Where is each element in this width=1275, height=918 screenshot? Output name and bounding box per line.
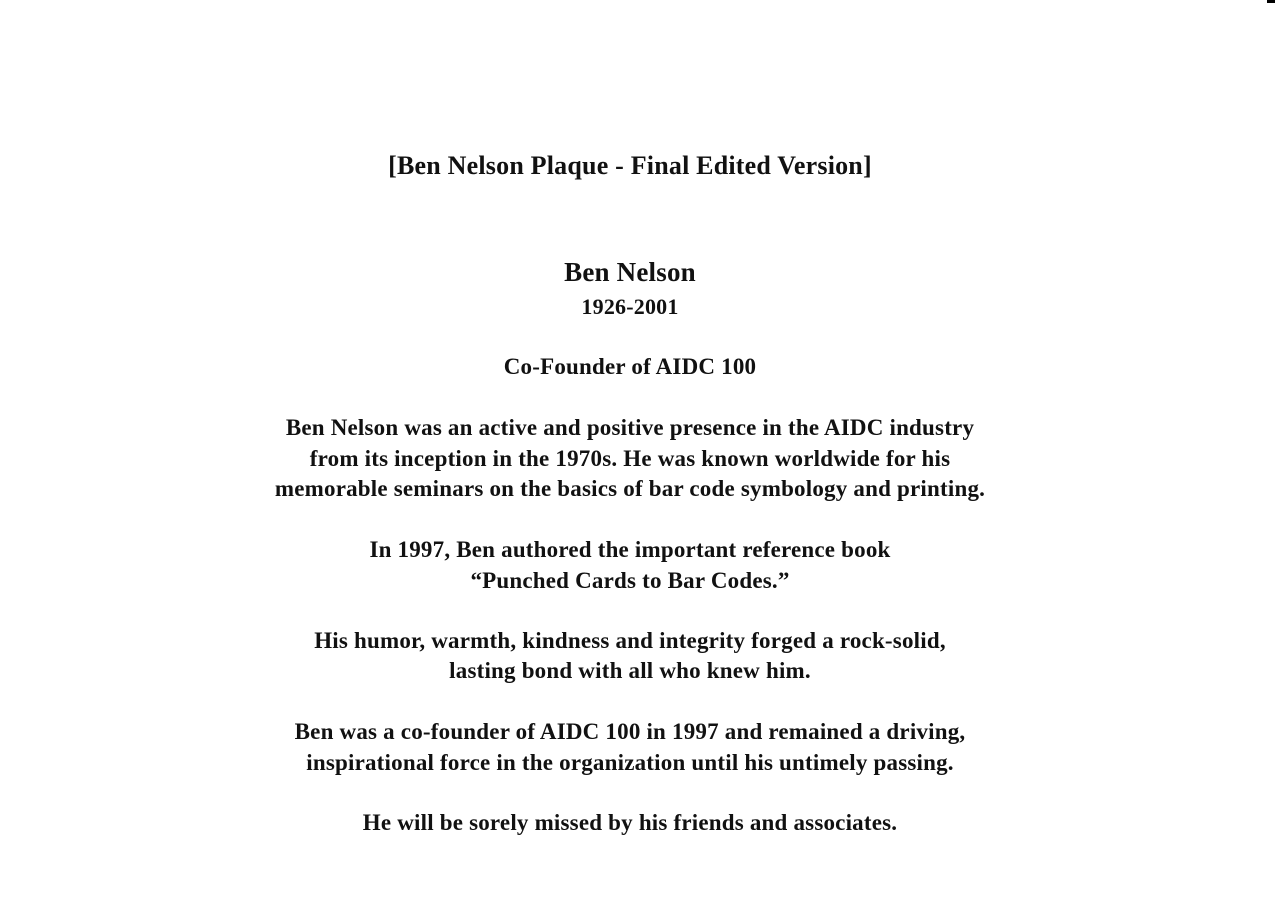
- paragraph-1-line-1: Ben Nelson was an active and positive presence in the AIDC industry: [285, 415, 975, 440]
- paragraph-4-line-2: inspirational force in the organization until his untimely passing.: [306, 750, 954, 775]
- honoree-subtitle: Co-Founder of AIDC 100: [503, 354, 757, 379]
- paragraph-5-line-1: He will be sorely missed by his friends and associates.: [362, 810, 898, 835]
- paragraph-2-line-1: In 1997, Ben authored the important reference book: [369, 537, 891, 562]
- scan-corner-mark: [1267, 0, 1275, 3]
- paragraph-1-line-3: memorable seminars on the basics of bar code symbology and printing.: [274, 476, 986, 501]
- honoree-years: 1926-2001: [581, 294, 679, 319]
- paragraph-1-line-2: from its inception in the 1970s. He was known worldwide for his: [309, 446, 951, 471]
- document-header: [Ben Nelson Plaque - Final Edited Version]: [388, 151, 872, 180]
- paragraph-4-line-1: Ben was a co-founder of AIDC 100 in 1997 and remained a driving,: [294, 719, 966, 744]
- honoree-name: Ben Nelson: [564, 257, 696, 287]
- paragraph-2-line-2: “Punched Cards to Bar Codes.”: [470, 568, 790, 593]
- paragraph-3-line-2: lasting bond with all who knew him.: [449, 658, 811, 683]
- paragraph-3-line-1: His humor, warmth, kindness and integrity forged a rock-solid,: [314, 628, 946, 653]
